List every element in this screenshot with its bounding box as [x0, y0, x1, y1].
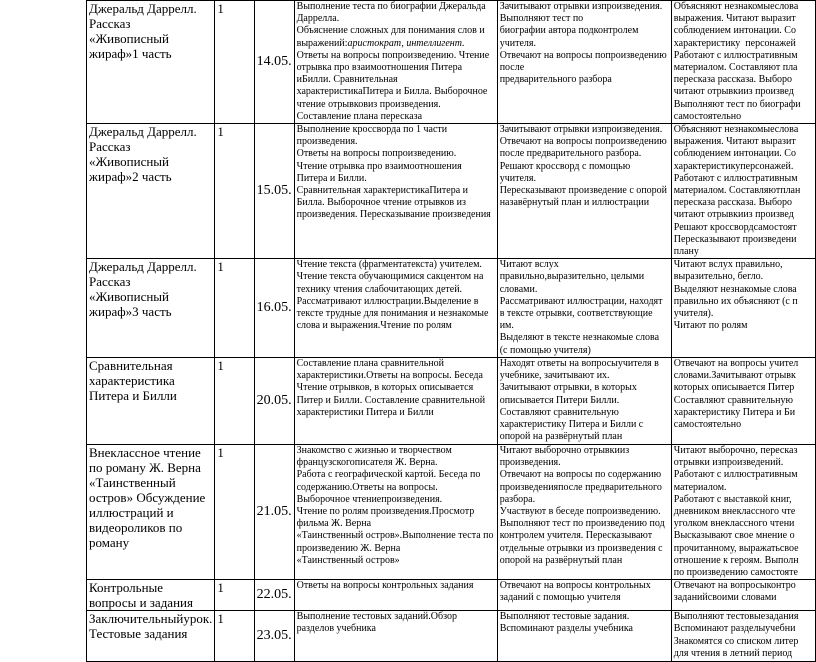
student-activity-basic: Зачитывают отрывки изпроизведения. Выполняют тест по биографии автора подконтролем учителя. Отвечают на вопросы попроизведению после предварительного разбора: [497, 1, 671, 124]
student-activity-advanced: Читают выборочно, пересказ отрывки изпроизведений. Работают с иллюстративным материалом. Работают с выставкой книг, дневником внеклассного чте уголком внеклассного чтени Высказывают свое мнение о прочитанному, выражатьсвое отношение к героям. Выполн по произведению самостояте: [671, 444, 815, 579]
lesson-content: Ответы на вопросы контрольных задания: [294, 580, 497, 611]
lesson-hours: 1: [215, 1, 254, 124]
table-row: [87, 611, 816, 662]
lesson-plan-table: [86, 0, 816, 662]
lesson-date: 14.05.: [256, 54, 292, 70]
student-activity-basic: Читают выборочно отрывкииз произведения. Отвечают на вопросы по содержанию произведенияпосле предварительного разбора. Участвуют в беседе попроизведению. Выполняют тест по произведению под контролем учителя. Пересказывают отдельные отрывки из произведения с опорой на развёрнутый план: [497, 444, 671, 579]
student-activity-advanced: Объясняют незнакомыесловa выражения. Читают выразит соблюдением интонации. Со характеристику персонажей Работают с иллюстративным материалом. Составляют пла пересказа рассказа. Выборо читают отрывкииз произвед Выполняют тест по биографи самостоятельно: [671, 1, 815, 124]
lesson-topic: Джеральд Даррелл. Рассказ «Живописный жираф»3 часть: [87, 259, 215, 358]
lesson-content: Составление плана сравнительной характеристики.Ответы на вопросы. Беседа Чтение отрывков, в которых описывается Питер и Билли. Составление сравнительной характеристики Питера и Билли: [294, 357, 497, 444]
lesson-topic: Заключительныйурок. Тестовые задания: [87, 611, 215, 662]
lesson-content: Знакомство с жизнью и творчеством французскогописателя Ж. Верна. Работа с географической картой. Беседа по содержанию.Ответы на вопросы. Выборочное чтениепроизведения. Чтение по ролям произведения.Просмотр фильма Ж. Верна «Таинственный остров».Выполнение теста по произведению Ж. Верна «Таинственный остров»: [294, 444, 497, 579]
lesson-topic: Внеклассное чтение по роману Ж. Верна «Таинственный остров» Обсуждение иллюстраций и видеороликов по роману: [87, 444, 215, 579]
lesson-content: Выполнение кроссворда по 1 части произведения. Ответы на вопросы попроизведению. Чтение отрывка про взаимоотношения Питера и Билли. Сравнительная характеристикаПитера и Билла. Выборочное чтение отрывков из произведения. Пересказывание произведения: [294, 124, 497, 259]
lesson-hours: 1: [215, 611, 254, 662]
student-activity-advanced: Объясняют незнакомыесловa выражения. Читают выразит соблюдением интонации. Со характеристикуперсонажей. Работают с иллюстративным материалом. Составляютплан пересказа рассказа. Выборо читают отрывкииз произвед Решают кроссвордсамостоят Пересказывают произведени плану: [671, 124, 815, 259]
lesson-topic: Джеральд Даррелл. Рассказ «Живописный жираф»2 часть: [87, 124, 215, 259]
lesson-date: 20.05.: [256, 392, 292, 408]
lesson-topic: Контрольные вопросы и задания: [87, 580, 215, 611]
student-activity-basic: Находят ответы на вопросыучителя в учебнике, зачитывают их. Зачитывают отрывки, в которых описывается Питери Билли. Составляют сравнительную характеристику Питера и Билли с опорой на развёрнутый план: [497, 357, 671, 444]
table-row: [87, 1, 816, 124]
lesson-date: 23.05.: [256, 628, 292, 644]
student-activity-advanced: Отвечают на вопросыконтро заданийсвоими словами: [671, 580, 815, 611]
lesson-date: 15.05.: [256, 183, 292, 199]
student-activity-basic: Зачитывают отрывки изпроизведения. Отвечают на вопросы попроизведению после предварительного разбора. Решают кроссворд с помощью учителя. Пересказывают произведение с опорой назавёрнутый план и иллюстрации: [497, 124, 671, 259]
table-row: [87, 124, 816, 259]
lesson-content: Чтение текста (фрагментатекста) учителем. Чтение текста обучающимися сакцентом на технику чтения слабочитающих детей. Рассматривают иллюстрации.Выделение в тексте трудные для понимания и незнакомые слова и выражения.Чтение по ролям: [294, 259, 497, 358]
lesson-topic: Джеральд Даррелл. Рассказ «Живописный жираф»1 часть: [87, 1, 215, 124]
student-activity-basic: Читают вслух правильно,выразительно, целыми словами. Рассматривают иллюстрации, находят в тексте отрывки, соответствующие им. Выделяют в тексте незнакомые слова (с помощью учителя): [497, 259, 671, 358]
lesson-hours: 1: [215, 124, 254, 259]
lesson-content: Выполнение теста по биографии Джеральда Даррелла. Объяснение сложных для понимания слов и выражений:аристократ, интеллигент. Ответы на вопросы попроизведению. Чтение отрывка про взаимоотношения Питера иБилли. Сравнительная характеристикаПитера и Билла. Выборочное чтение отрывковиз произведения. Составление плана пересказа: [294, 1, 497, 124]
lesson-topic: Сравнительная характеристика Питера и Билли: [87, 357, 215, 444]
table-row: [87, 357, 816, 444]
lesson-hours: 1: [215, 357, 254, 444]
lesson-hours: 1: [215, 580, 254, 611]
student-activity-advanced: Отвечают на вопросы учител словами.Зачитывают отрывк которых описывается Питер Составляют сравнительную характеристику Питера и Би самостоятельно: [671, 357, 815, 444]
vocab-words: аристократ, интеллигент.: [347, 37, 465, 49]
student-activity-basic: Отвечают на вопросы контрольных заданий с помощью учителя: [497, 580, 671, 611]
student-activity-advanced: Выполняют тестовыезадания Вспоминают разделыучебни Знакомятся со списком литер для чтения в летний период: [671, 611, 815, 662]
student-activity-advanced: Читают вслух правильно, выразительно, бегло. Выделяют незнакомые слова правильно их объясняют (с п учителя). Читают по ролям: [671, 259, 815, 358]
lesson-date: 21.05.: [256, 504, 292, 519]
lesson-hours: 1: [215, 444, 254, 579]
lesson-date: 16.05.: [256, 300, 292, 316]
student-activity-basic: Выполняют тестовые задания. Вспоминают разделы учебника: [497, 611, 671, 662]
table-row: [87, 259, 816, 358]
lesson-content: Выполнение тестовых заданий.Обзор разделов учебника: [294, 611, 497, 662]
lesson-date: 22.05.: [256, 587, 292, 603]
table-row: [87, 580, 816, 611]
lesson-hours: 1: [215, 259, 254, 358]
table-row: [87, 444, 816, 579]
